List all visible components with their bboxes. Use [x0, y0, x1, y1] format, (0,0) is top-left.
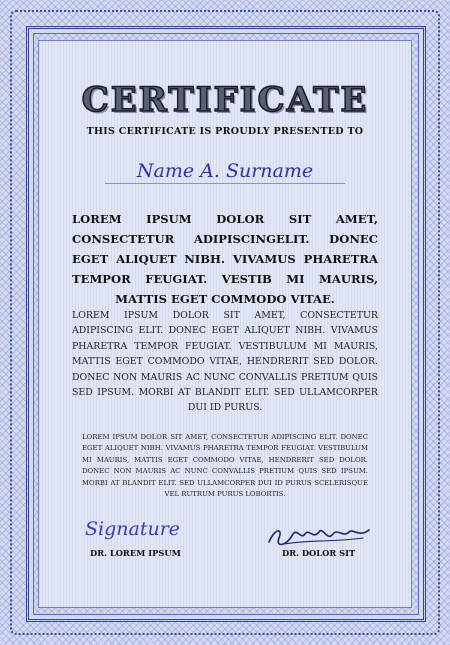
signature-right-handwriting [265, 522, 375, 548]
secondary-paragraph: LOREM IPSUM DOLOR SIT AMET, CONSECTETUR ADIPISCING ELIT. DONEC EGET ALIQUET NIBH. VIVAMUS PHARETRA TEMPOR FEUGIAT. VESTIBULUM MI MAURIS, MATTIS EGET COMMODO VITAE, HENDRERIT SED DOLOR. DONEC NON MAURIS AC NUNC CONVALLIS PRETIUM QUIS SED IPSUM. MORBI AT BLANDIT ELIT. SED ULLAMCORPER DUI ID PURUS. [72, 310, 378, 414]
signature-left-script: Signature [85, 518, 181, 540]
signature-left-name: DR. LOREM IPSUM [90, 548, 181, 558]
certificate-title: CERTIFICATE [81, 80, 369, 120]
main-paragraph: LOREM IPSUM DOLOR SIT AMET, CONSECTETUR ADIPISCINGELIT. DONEC EGET ALIQUET NIBH. VIVAMUS PHARETRA TEMPOR FEUGIAT. VESTIB MI MAURIS, MATTIS EGET COMMODO VITAE. [72, 212, 378, 306]
presented-to-line: THIS CERTIFICATE IS PROUDLY PRESENTED TO [86, 126, 364, 137]
name-underline [105, 183, 345, 184]
signature-right-name: DR. DOLOR SIT [282, 548, 356, 558]
small-print-paragraph: LOREM IPSUM DOLOR SIT AMET, CONSECTETUR ADIPISCING ELIT. DONEC EGET ALIQUET NIBH. VIVAMUS PHARETRA TEMPOR FEUGIAT. VESTIBULUM MI MAURIS, MATTIS EGET COMMODO VITAE, HENDRERIT SED DOLOR. DONEC NON MAURIS AC NUNC CONVALLIS PRETIUM QUIS SED IPSUM. MORBI AT BLANDIT ELIT. SED ULLAMCORPER DUI ID PURUS SCELERISQUE VEL RUTRUM PURUS LOBORTIS. [82, 433, 368, 499]
recipient-name: Name A. Surname [136, 160, 314, 182]
